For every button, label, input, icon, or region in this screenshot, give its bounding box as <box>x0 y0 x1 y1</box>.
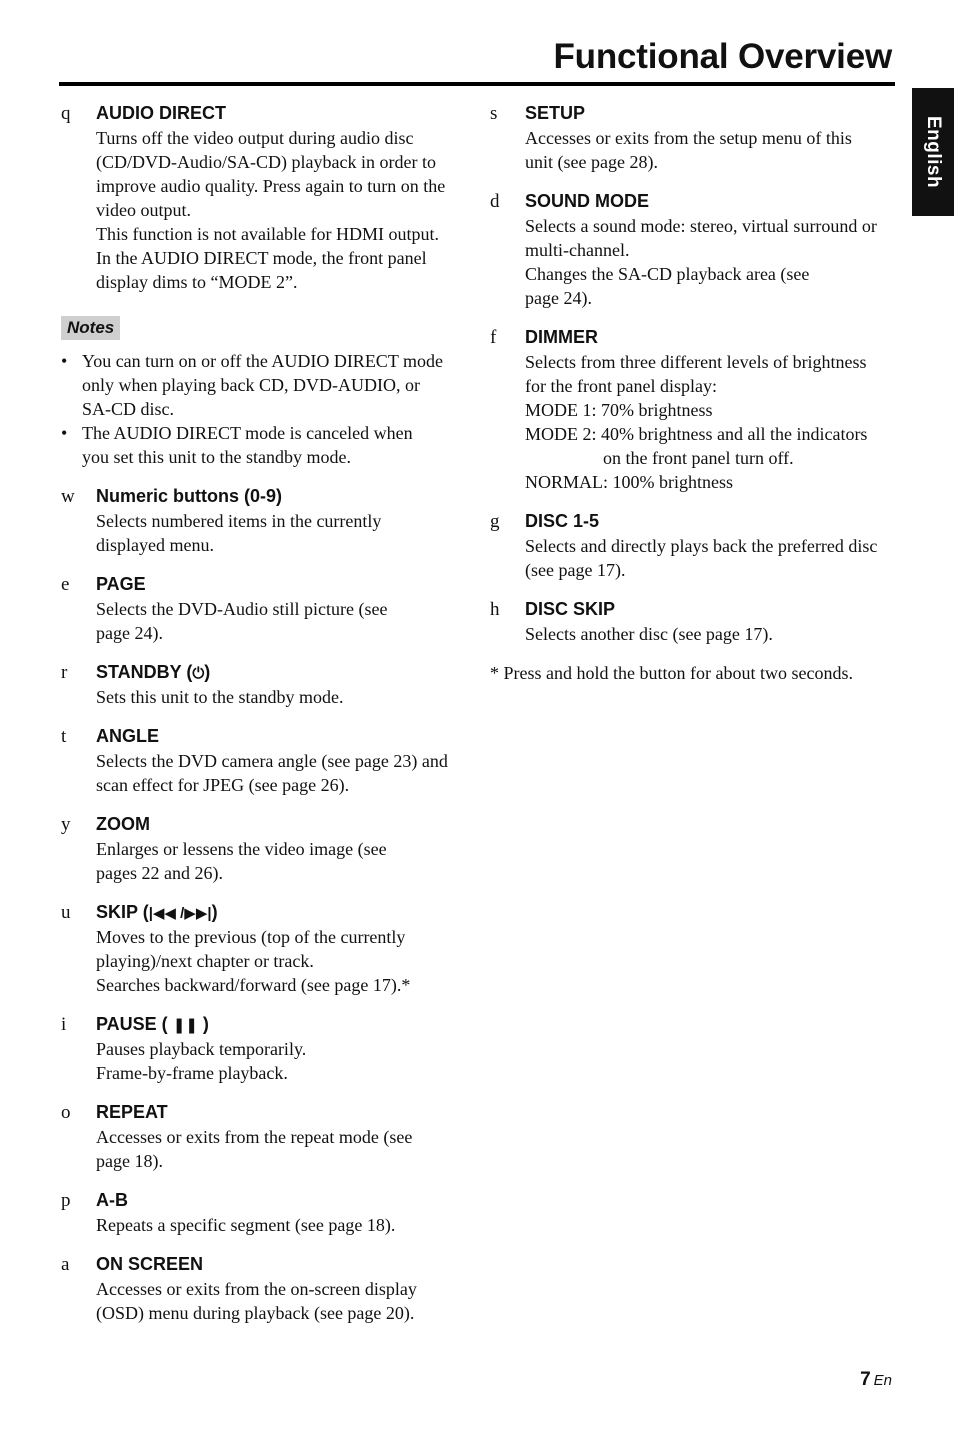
entry-line: Selects the DVD-Audio still picture (see <box>96 599 388 619</box>
entry-sound-mode <box>490 189 895 310</box>
entry-line-indented: on the front panel turn off. <box>603 448 794 468</box>
heading-text: SKIP ( <box>96 902 149 922</box>
entry-line: NORMAL: 100% brightness <box>525 472 733 492</box>
entry-line: Frame-by-frame playback. <box>96 1063 288 1083</box>
entry-line: playing)/next chapter or track. <box>96 951 314 971</box>
entry-letter: o <box>61 1102 71 1123</box>
entry-line: video output. <box>96 200 191 220</box>
entry-on-screen <box>61 1252 466 1325</box>
entry-letter: a <box>61 1254 70 1275</box>
entry-heading: DISC 1-5 <box>525 511 600 531</box>
entry-line: page 24). <box>525 288 592 308</box>
entry-heading: REPEAT <box>96 1102 168 1122</box>
heading-text: PAUSE ( <box>96 1014 173 1034</box>
entry-heading: DISC SKIP <box>525 599 616 619</box>
entry-letter: d <box>490 191 500 212</box>
entry-line: Turns off the video output during audio disc <box>96 128 414 148</box>
entry-line: (see page 17). <box>525 560 626 580</box>
entry-line: In the AUDIO DIRECT mode, the front panel <box>96 248 427 268</box>
entry-letter: h <box>490 599 500 620</box>
entry-line: This function is not available for HDMI output. <box>96 224 439 244</box>
entry-line: page 18). <box>96 1151 163 1171</box>
title-rule <box>59 82 895 86</box>
entry-line: Selects a sound mode: stereo, virtual surround or <box>525 216 877 236</box>
entry-line: (OSD) menu during playback (see page 20). <box>96 1303 415 1323</box>
entry-pause <box>61 1012 466 1085</box>
entry-line: Accesses or exits from the setup menu of this <box>525 128 852 148</box>
entry-heading: ZOOM <box>96 814 150 834</box>
left-column <box>61 101 466 1340</box>
entry-dimmer <box>490 325 895 494</box>
entry-line: MODE 1: 70% brightness <box>525 400 713 420</box>
page-number <box>860 1369 892 1391</box>
entry-heading: Numeric buttons (0-9) <box>96 486 283 506</box>
entry-line: Repeats a specific segment (see page 18). <box>96 1215 396 1235</box>
heading-text: ) <box>197 1014 209 1034</box>
page-number-value: 7 <box>860 1369 871 1390</box>
entry-letter: e <box>61 574 70 595</box>
entry-heading: SETUP <box>525 103 586 123</box>
entry-letter: u <box>61 902 71 923</box>
entry-line: Selects another disc (see page 17). <box>525 624 773 644</box>
footnote: * Press and hold the button for about two seconds. <box>490 663 853 683</box>
entry-line: Selects numbered items in the currently <box>96 511 382 531</box>
page-title: Functional Overview <box>553 37 892 76</box>
entry-line: multi-channel. <box>525 240 630 260</box>
notes-bullet <box>61 421 466 469</box>
entry-disc-1-5 <box>490 509 895 582</box>
language-tab <box>912 88 954 216</box>
entry-line: Sets this unit to the standby mode. <box>96 687 344 707</box>
entry-line: Selects and directly plays back the preferred disc <box>525 536 878 556</box>
entry-setup <box>490 101 895 174</box>
entry-letter: q <box>61 103 71 124</box>
entry-heading: PAGE <box>96 574 146 594</box>
power-icon: ⏻ <box>192 665 205 682</box>
entry-line: Moves to the previous (top of the currently <box>96 927 406 947</box>
entry-heading <box>96 1012 466 1037</box>
entry-line: for the front panel display: <box>525 376 717 396</box>
entry-page <box>61 572 466 645</box>
entry-letter: s <box>490 103 498 124</box>
entry-standby <box>61 660 466 709</box>
entry-line: page 24). <box>96 623 163 643</box>
entry-a-b <box>61 1188 466 1237</box>
bullet-line: you set this unit to the standby mode. <box>82 447 351 467</box>
entry-heading: DIMMER <box>525 327 598 347</box>
notes-section <box>61 309 466 469</box>
entry-line: pages 22 and 26). <box>96 863 223 883</box>
entry-heading: ANGLE <box>96 726 159 746</box>
entry-numeric-buttons <box>61 484 466 557</box>
heading-text: STANDBY ( <box>96 662 193 682</box>
notes-bullet <box>61 349 466 421</box>
entry-line: Enlarges or lessens the video image (see <box>96 839 387 859</box>
entry-zoom <box>61 812 466 885</box>
entry-line: scan effect for JPEG (see page 26). <box>96 775 350 795</box>
notes-label: Notes <box>61 316 120 340</box>
bullet-line: You can turn on or off the AUDIO DIRECT mode <box>82 351 443 371</box>
entry-line: Selects from three different levels of brightness <box>525 352 867 372</box>
entry-line: Searches backward/forward (see page 17).* <box>96 975 411 995</box>
entry-line: display dims to “MODE 2”. <box>96 272 298 292</box>
entry-heading <box>96 900 466 925</box>
entry-line: Changes the SA-CD playback area (see <box>525 264 810 284</box>
entry-heading: SOUND MODE <box>525 191 650 211</box>
entry-line: Accesses or exits from the on-screen display <box>96 1279 417 1299</box>
entry-angle <box>61 724 466 797</box>
entry-line: unit (see page 28). <box>525 152 658 172</box>
right-column <box>490 101 895 685</box>
entry-letter: t <box>61 726 67 747</box>
entry-letter: r <box>61 662 68 683</box>
entry-skip <box>61 900 466 997</box>
entry-letter: g <box>490 511 500 532</box>
entry-line: Pauses playback temporarily. <box>96 1039 307 1059</box>
pause-icon: ❚❚ <box>172 1017 198 1034</box>
entry-line: Selects the DVD camera angle (see page 23) and <box>96 751 448 771</box>
entry-letter: i <box>61 1014 67 1035</box>
entry-heading: AUDIO DIRECT <box>96 103 226 123</box>
page-number-suffix: En <box>873 1372 892 1389</box>
entry-line: improve audio quality. Press again to turn on the <box>96 176 446 196</box>
entry-letter: f <box>490 327 497 348</box>
entry-heading: A-B <box>96 1190 128 1210</box>
bullet-dot-icon: • <box>61 351 68 371</box>
bullet-line: only when playing back CD, DVD-AUDIO, or <box>82 375 420 395</box>
skip-icon: |◀◀ /▶▶| <box>148 905 212 922</box>
entry-heading <box>96 660 466 685</box>
bullet-line: SA-CD disc. <box>82 399 175 419</box>
heading-text: ) <box>204 662 211 682</box>
entry-letter: w <box>61 486 75 507</box>
entry-line: displayed menu. <box>96 535 214 555</box>
heading-text: ) <box>211 902 218 922</box>
entry-line: MODE 2: 40% brightness and all the indicators <box>525 424 868 444</box>
language-tab-label: English <box>923 115 944 189</box>
entry-heading: ON SCREEN <box>96 1254 204 1274</box>
entry-letter: y <box>61 814 71 835</box>
entry-audio-direct <box>61 101 466 294</box>
entry-line: (CD/DVD-Audio/SA-CD) playback in order to <box>96 152 436 172</box>
entry-line: Accesses or exits from the repeat mode (see <box>96 1127 413 1147</box>
entry-repeat <box>61 1100 466 1173</box>
bullet-line: The AUDIO DIRECT mode is canceled when <box>82 423 413 443</box>
entry-disc-skip <box>490 597 895 646</box>
entry-letter: p <box>61 1190 71 1211</box>
bullet-dot-icon: • <box>61 423 68 443</box>
